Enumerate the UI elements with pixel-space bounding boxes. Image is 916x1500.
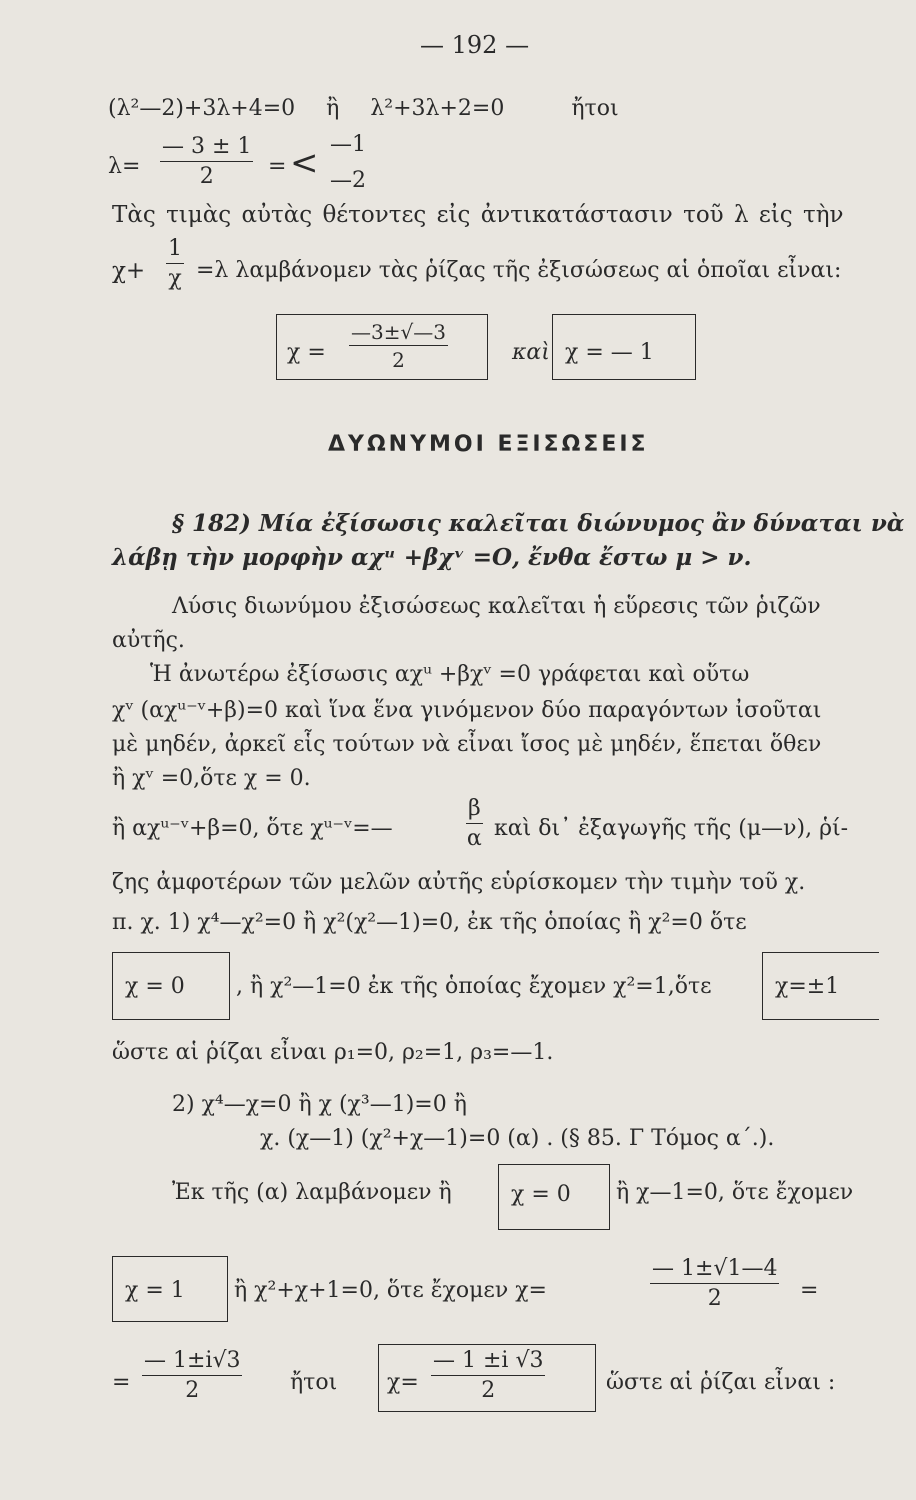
fraction-bar	[431, 1375, 545, 1376]
quadratic-numerator: — 1±√1—4	[652, 1256, 778, 1281]
conjunction-or: ἢ	[326, 96, 340, 121]
x-one: χ = 1	[125, 1278, 185, 1303]
fraction-bar	[349, 345, 448, 346]
lambda-lhs: λ=	[108, 154, 141, 179]
boxed-root-complex	[276, 314, 488, 380]
box-top-line	[379, 1344, 595, 1345]
reciprocal-numerator: 1	[168, 236, 182, 261]
beta-numerator: β	[468, 796, 481, 821]
word-etoi: ἤτοι	[571, 96, 619, 121]
section-182-line-2: λάβῃ τὴν μορφὴν αχᵘ +βχᵛ =Ο, ἔνθα ἔστω μ > ν.	[112, 544, 752, 571]
box-bottom-line	[113, 1019, 229, 1020]
quadratic-text: ἢ χ²+χ+1=0, ὅτε ἔχομεν χ=	[234, 1278, 547, 1303]
reciprocal-denominator: χ	[168, 266, 182, 291]
box-top-line	[763, 952, 879, 953]
example-2-line-2: χ. (χ—1) (χ²+χ—1)=0 (α) . (§ 85. Γ Τόμος α΄.).	[260, 1126, 775, 1151]
boxed-x-zero	[112, 952, 230, 1020]
section-182-line-1: § 182) Μία ἐξίσωσις καλεῖται διώνυμος ἂν δύναται νὰ	[172, 510, 905, 537]
complex-root-denominator: 2	[185, 1378, 200, 1403]
box-top-line	[499, 1164, 609, 1165]
paragraph-3-line-4: ἢ χᵛ =0,ὅτε χ = 0.	[112, 766, 311, 791]
word-etoi-2: ἤτοι	[290, 1370, 338, 1395]
lambda-equals: =	[268, 154, 287, 179]
box-top-line	[277, 314, 487, 315]
boxed-complex-root	[378, 1344, 596, 1412]
reciprocal-fraction	[166, 238, 184, 290]
lambda-fraction	[160, 136, 253, 188]
lambda-denominator: 2	[199, 164, 214, 189]
box-top-line	[553, 314, 695, 315]
beta-fraction	[466, 798, 483, 850]
x-plus-minus-one: χ=±1	[775, 974, 840, 999]
equation-left: (λ²—2)+3λ+4=0	[108, 96, 296, 121]
final-text: ὥστε αἱ ῥίζαι εἶναι :	[606, 1370, 836, 1395]
equation-right: λ²+3λ+2=0	[370, 96, 505, 121]
paragraph-3-line-1: Ἡ ἀνωτέρω ἐξίσωσις αχᵘ +βχᵛ =0 γράφεται καὶ οὕτω	[150, 662, 750, 687]
paragraph-1-line-1: Τὰς τιμὰς αὐτὰς θέτοντες εἰς ἀντικατάστασιν τοῦ λ εἰς τὴν	[112, 202, 844, 228]
boxed-complex-numerator: — 1 ±i √3	[433, 1348, 544, 1373]
beta-line-rest: καὶ δι᾿ ἐξαγωγῆς τῆς (μ—ν), ῥί-	[494, 816, 849, 841]
boxed-complex-denominator: 2	[481, 1378, 496, 1403]
root-numerator: —3±√—3	[351, 320, 446, 344]
chi-prefix: χ+	[112, 258, 146, 284]
paragraph-4: ζης ἀμφοτέρων τῶν μελῶν αὐτῆς εὑρίσκομεν τὴν τιμὴν τοῦ χ.	[112, 870, 806, 895]
lambda-value-2: —2	[330, 168, 366, 193]
x-zero: χ = 0	[125, 974, 185, 999]
example-1-line: π. χ. 1) χ⁴—χ²=0 ἢ χ²(χ²—1)=0, ἐκ τῆς ὁποίας ἢ χ²=0 ὅτε	[112, 910, 747, 935]
fraction-bar	[160, 161, 253, 162]
boxed-root-minus-one	[552, 314, 696, 380]
x-zero-2: χ = 0	[511, 1182, 571, 1207]
boxed-x-plus-minus-one	[762, 952, 879, 1020]
beta-denominator: α	[466, 826, 482, 851]
complex-root-fraction	[142, 1350, 242, 1402]
box-bottom-line	[277, 379, 487, 380]
box-bottom-line	[499, 1229, 609, 1230]
example-1-roots: ὥστε αἱ ῥίζαι εἶναι ρ₁=0, ρ₂=1, ρ₃=—1.	[112, 1040, 554, 1065]
paragraph-3-line-2: χᵛ (αχᵘ⁻ᵛ+β)=0 καὶ ἵνα ἕνα γινόμενον δύο παραγόντων ἰσοῦται	[112, 698, 822, 723]
complex-root-lhs: χ=	[387, 1370, 419, 1395]
paragraph-2-line-1: Λύσις διωνύμου ἐξισώσεως καλεῖται ἡ εὕρεσις τῶν ῥιζῶν	[172, 594, 821, 619]
boxed-x-one	[112, 1256, 228, 1322]
word-kai: καὶ	[512, 340, 550, 365]
quadratic-fraction	[650, 1258, 779, 1310]
box-top-line	[113, 952, 229, 953]
fraction-bar	[650, 1283, 779, 1284]
box-bottom-line	[763, 1019, 879, 1020]
last-equals: =	[112, 1370, 131, 1395]
quadratic-equals: =	[800, 1278, 819, 1303]
example-2-line-1: 2) χ⁴—χ=0 ἢ χ (χ³—1)=0 ἢ	[172, 1092, 467, 1117]
chooser-bracket: <	[290, 143, 319, 183]
box-bottom-line	[379, 1411, 595, 1412]
page-number: — 192 —	[420, 31, 530, 59]
lambda-numerator: — 3 ± 1	[162, 134, 252, 159]
example-2-ek-prefix: Ἐκ τῆς (α) λαμβάνομεν ἢ	[172, 1180, 452, 1205]
boxed-complex-fraction	[431, 1350, 545, 1402]
paragraph-1-line-2: =λ λαμβάνομεν τὰς ῥίζας τῆς ἐξισώσεως αἱ ὁποῖαι εἶναι:	[196, 258, 842, 283]
box-bottom-line	[113, 1321, 227, 1322]
fraction-bar	[166, 263, 184, 264]
section-heading: ΔΥΩΝΥΜΟΙ ΕΞΙΣΩΣΕΙΣ	[328, 432, 649, 457]
root-fraction	[349, 322, 448, 370]
boxed-x-zero-2	[498, 1164, 610, 1230]
beta-line-prefix: ἢ αχᵘ⁻ᵛ+β=0, ὅτε χᵘ⁻ᵛ=—	[112, 816, 393, 841]
complex-root-numerator: — 1±i√3	[144, 1348, 241, 1373]
fraction-bar	[466, 823, 483, 824]
root-denominator: 2	[392, 348, 405, 372]
example-2-ek-rest: ἢ χ—1=0, ὅτε ἔχομεν	[616, 1180, 854, 1205]
quadratic-denominator: 2	[707, 1286, 722, 1311]
paragraph-2-line-2: αὐτῆς.	[112, 628, 185, 653]
fraction-bar	[142, 1375, 242, 1376]
paragraph-3-line-3: μὲ μηδέν, ἀρκεῖ εἷς τούτων νὰ εἶναι ἴσος μὲ μηδέν, ἕπεται ὅθεν	[112, 732, 822, 757]
equation-line-1	[108, 98, 619, 120]
box-top-line	[113, 1256, 227, 1257]
root-minus-one: χ = — 1	[565, 340, 654, 365]
box-bottom-line	[553, 379, 695, 380]
lambda-value-1: —1	[330, 132, 366, 157]
example-1-middle: , ἢ χ²—1=0 ἐκ τῆς ὁποίας ἔχομεν χ²=1,ὅτε	[236, 974, 712, 999]
root-lhs: χ =	[287, 340, 326, 365]
